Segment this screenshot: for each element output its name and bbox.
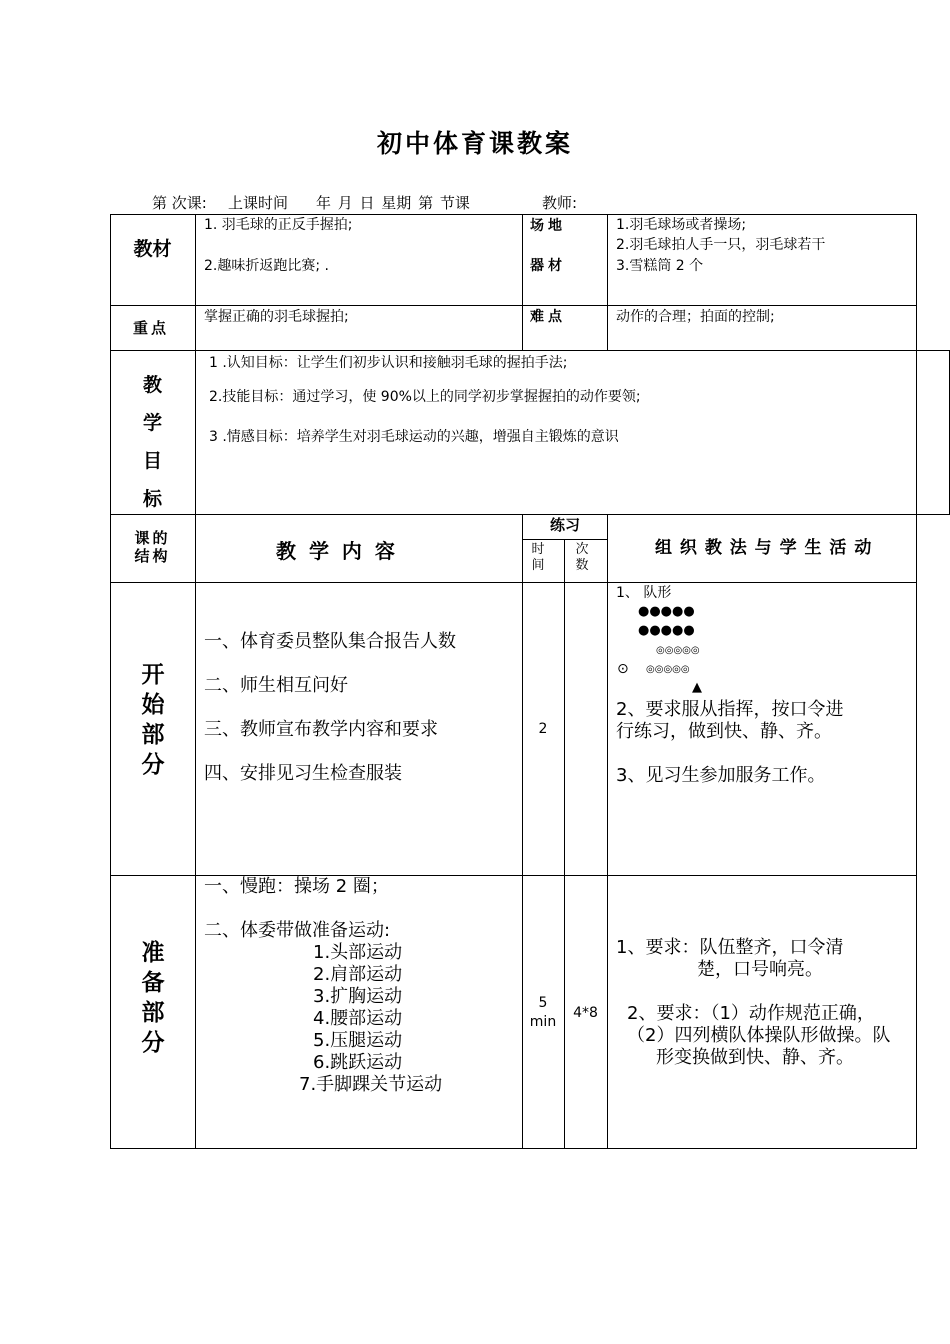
focus-label: 重点 <box>133 319 170 337</box>
goal-2: 2.技能目标：通过学习，使 90%以上的同学初步掌握握拍的动作要领; <box>209 389 641 405</box>
material-item-1: 1. 羽毛球的正反手握拍; <box>204 217 353 233</box>
prep-req-1a: 1、要求：队伍整齐，口令清 <box>616 937 844 958</box>
observer-icon: ⊙ <box>617 661 629 677</box>
formation-row-2: ●●●●● <box>638 623 695 638</box>
page-title: 初中体育课教案 <box>376 129 573 158</box>
formation-title: 1、 队形 <box>616 585 672 601</box>
start-item-2: 二、师生相互问好 <box>204 675 348 696</box>
teacher-position-icon: ▲ <box>692 680 702 695</box>
method-header: 组 织 教 法 与 学 生 活 动 <box>655 538 872 558</box>
difficulty-text: 动作的合理；拍面的控制; <box>616 309 775 325</box>
venue-item-2: 2.羽毛球拍人手一只，羽毛球若干 <box>616 237 826 253</box>
start-section-label: 开始部分 <box>141 662 165 778</box>
prep-time-unit: min <box>529 1014 557 1030</box>
equipment-label: 器材 <box>530 258 566 274</box>
prep-sub-7: 7.手脚踝关节运动 <box>299 1074 443 1095</box>
start-item-3: 三、教师宣布教学内容和要求 <box>204 719 438 740</box>
venue-label: 场地 <box>530 218 566 234</box>
start-time: 2 <box>538 721 548 737</box>
time-header: 时间 <box>531 542 545 573</box>
prep-sub-2: 2.肩部运动 <box>313 964 403 985</box>
formation-row-4: ◎◎◎◎◎ <box>646 664 690 675</box>
start-method-2a: 2、要求服从指挥，按口令进 <box>616 699 844 720</box>
prep-sub-4: 4.腰部运动 <box>313 1008 403 1029</box>
prep-req-2b: （2）四列横队体操队形做操。队 <box>627 1025 891 1046</box>
start-item-4: 四、安排见习生检查服装 <box>204 763 402 784</box>
prep-section-label: 准备部分 <box>141 940 165 1056</box>
prep-item-2: 二、体委带做准备运动: <box>204 920 391 941</box>
focus-text: 掌握正确的羽毛球握拍; <box>204 309 349 325</box>
material-item-2: 2.趣味折返跑比赛; . <box>204 258 329 274</box>
venue-item-3: 3.雪糕筒 2 个 <box>616 258 704 274</box>
start-method-2b: 行练习，做到快、静、齐。 <box>616 721 832 742</box>
start-item-1: 一、体育委员整队集合报告人数 <box>204 631 456 652</box>
goal-1: 1 .认知目标：让学生们初步认识和接触羽毛球的握拍手法; <box>209 355 568 371</box>
prep-count: 4*8 <box>573 1005 598 1021</box>
teacher-label: 教师: <box>542 194 578 212</box>
formation-row-3: ◎◎◎◎◎ <box>656 645 700 656</box>
goal-3: 3 .情感目标：培养学生对羽毛球运动的兴趣，增强自主锻炼的意识 <box>209 429 619 445</box>
venue-item-1: 1.羽毛球场或者操场; <box>616 217 747 233</box>
prep-sub-5: 5.压腿运动 <box>313 1030 403 1051</box>
formation-row-1: ●●●●● <box>638 604 695 619</box>
prep-req-1b: 楚，口号响亮。 <box>697 959 823 980</box>
prep-req-2a: 2、要求：（1）动作规范正确， <box>627 1003 875 1024</box>
goals-label: 教学目标 <box>142 374 162 510</box>
prep-time: 5 <box>538 995 548 1011</box>
lesson-number: 第 次课: <box>152 194 207 212</box>
material-label: 教材 <box>133 238 172 260</box>
prep-req-2c: 形变换做到快、静、齐。 <box>656 1047 854 1068</box>
start-method-3: 3、见习生参加服务工作。 <box>616 765 826 786</box>
difficulty-label: 难点 <box>530 309 566 325</box>
prep-sub-3: 3.扩胸运动 <box>313 986 403 1007</box>
structure-header: 课的结构 <box>134 529 171 565</box>
prep-item-1: 一、慢跑：操场 2 圈； <box>204 876 389 897</box>
prep-sub-1: 1.头部运动 <box>313 942 403 963</box>
class-date: 年 月 日 星期 第 节课 <box>316 194 470 212</box>
count-header: 次数 <box>575 542 589 573</box>
class-time-label: 上课时间 <box>228 194 289 212</box>
prep-sub-6: 6.跳跃运动 <box>313 1052 403 1073</box>
practice-header: 练习 <box>549 516 580 534</box>
content-header: 教 学 内 容 <box>276 539 395 563</box>
